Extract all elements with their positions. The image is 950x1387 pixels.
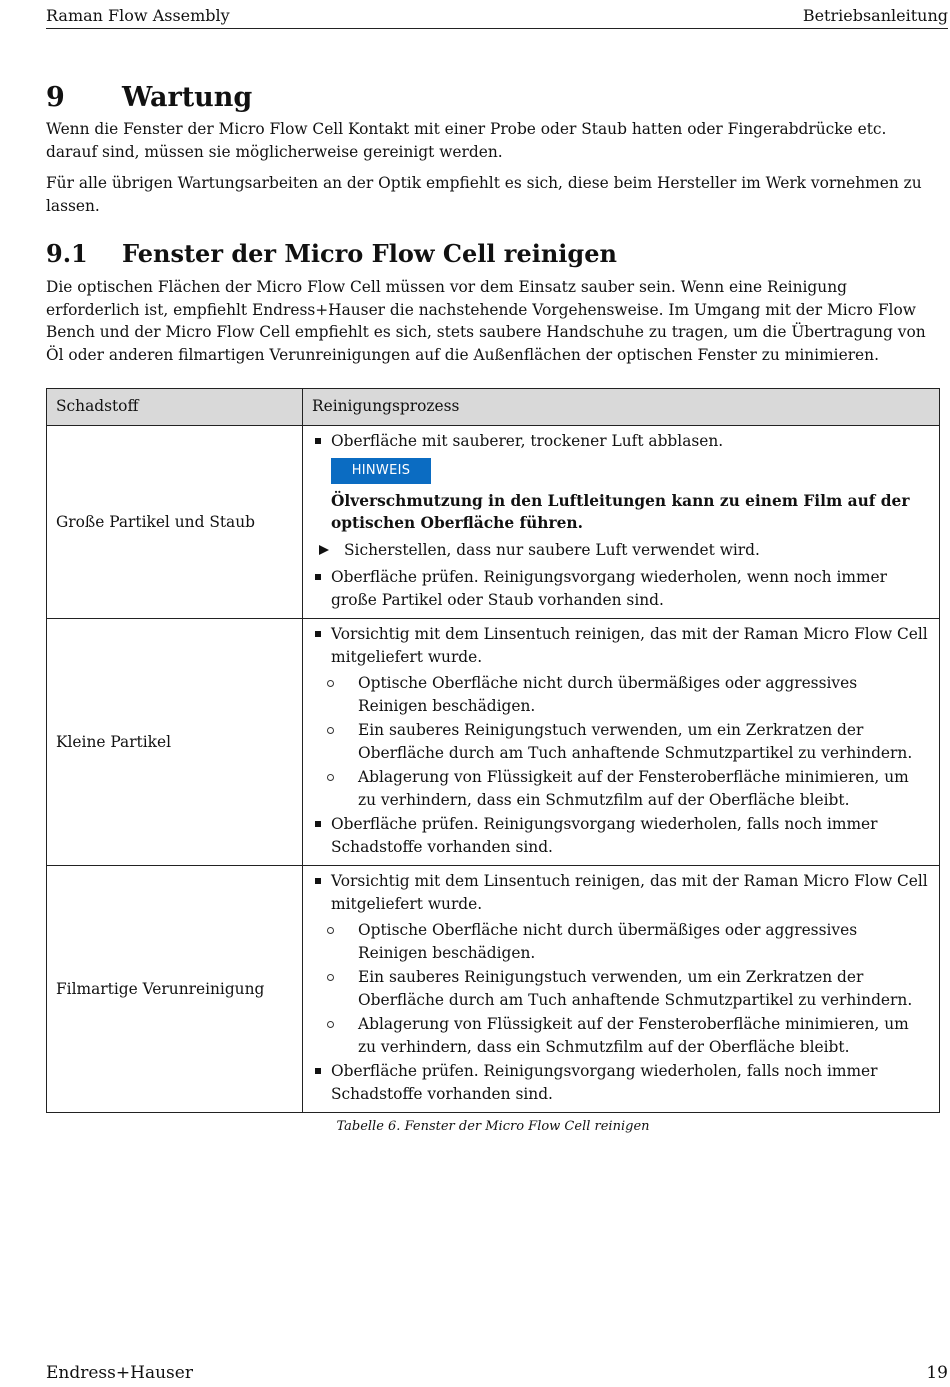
section-number: 9 [46, 82, 65, 113]
page-number: 19 [926, 1363, 948, 1383]
subsection-title: Fenster der Micro Flow Cell reinigen [122, 239, 617, 268]
bullet-item: Vorsichtig mit dem Linsentuch reinigen, das mit der Raman Micro Flow Cell mitgeliefert wurde. [313, 623, 929, 668]
cleaning-table [46, 388, 940, 1113]
page-header [46, 6, 948, 29]
header-contaminant: Schadstoff [47, 389, 303, 426]
table-caption: Tabelle 6. Fenster der Micro Flow Cell reinigen [336, 1119, 650, 1134]
section-heading [46, 82, 940, 118]
subsection-number: 9.1 [46, 239, 88, 268]
notice-action: Sicherstellen, dass nur saubere Luft verwendet wird. [313, 539, 929, 562]
contaminant-cell: Kleine Partikel [47, 619, 303, 866]
header-title: Raman Flow Assembly [46, 6, 230, 25]
section-title: Wartung [122, 82, 253, 113]
contaminant-cell: Große Partikel und Staub [47, 426, 303, 619]
notice-badge: HINWEIS [331, 458, 431, 484]
bullet-item: Oberfläche prüfen. Reinigungsvorgang wiederholen, wenn noch immer große Partikel oder Staub vorhanden sind. [313, 566, 929, 611]
process-cell [303, 426, 940, 619]
sub-bullet-item: Ein sauberes Reinigungstuch verwenden, um ein Zerkratzen der Oberfläche durch am Tuch anhaftende Schmutzpartikel zu verhindern. [313, 966, 929, 1011]
table-row [47, 866, 940, 1113]
section-paragraph-1: Wenn die Fenster der Micro Flow Cell Kontakt mit einer Probe oder Staub hatten oder Fingerabdrücke etc. darauf sind, müssen sie möglicherweise gereinigt werden. [46, 120, 887, 161]
table-row [47, 426, 940, 619]
sub-bullet-item: Optische Oberfläche nicht durch übermäßiges oder aggressives Reinigen beschädigen. [313, 672, 929, 717]
bullet-item: Oberfläche prüfen. Reinigungsvorgang wiederholen, falls noch immer Schadstoffe vorhanden sind. [313, 813, 929, 858]
process-cell [303, 619, 940, 866]
sub-bullet-item: Ein sauberes Reinigungstuch verwenden, um ein Zerkratzen der Oberfläche durch am Tuch anhaftende Schmutzpartikel zu verhindern. [313, 719, 929, 764]
bullet-item: Oberfläche mit sauberer, trockener Luft abblasen. [313, 430, 929, 453]
process-cell [303, 866, 940, 1113]
header-doc-type: Betriebsanleitung [802, 6, 948, 25]
sub-bullet-item: Ablagerung von Flüssigkeit auf der Fensteroberfläche minimieren, um zu verhindern, dass ein Schmutzfilm auf der Oberfläche bleibt. [313, 766, 929, 811]
bullet-item: Oberfläche prüfen. Reinigungsvorgang wiederholen, falls noch immer Schadstoffe vorhanden sind. [313, 1060, 929, 1105]
section-paragraph-2: Für alle übrigen Wartungsarbeiten an der Optik empfiehlt es sich, diese beim Hersteller im Werk vornehmen zu lassen. [46, 174, 922, 215]
sub-bullet-item: Optische Oberfläche nicht durch übermäßiges oder aggressives Reinigen beschädigen. [313, 919, 929, 964]
notice-text: Ölverschmutzung in den Luftleitungen kann zu einem Film auf der optischen Oberfläche führen. [331, 491, 910, 532]
page-content [46, 82, 940, 1134]
sub-bullet-item: Ablagerung von Flüssigkeit auf der Fensteroberfläche minimieren, um zu verhindern, dass ein Schmutzfilm auf der Oberfläche bleibt. [313, 1013, 929, 1058]
subsection-paragraph: Die optischen Flächen der Micro Flow Cell müssen vor dem Einsatz sauber sein. Wenn eine Reinigung erforderlich ist, empfiehlt Endress+Hauser die nachstehende Vorgehensweise. Im Umgang mit der Micro Flow Bench und der Micro Flow Cell empfiehlt es sich, stets saubere Handschuhe zu tragen, um die Übertragung von Öl oder anderen filmartigen Verunreinigungen auf die Außenflächen der optischen Fenster zu minimieren. [46, 278, 926, 364]
bullet-item: Vorsichtig mit dem Linsentuch reinigen, das mit der Raman Micro Flow Cell mitgeliefert wurde. [313, 870, 929, 915]
table-row [47, 619, 940, 866]
footer-company: Endress+Hauser [46, 1363, 193, 1383]
header-process: Reinigungsprozess [303, 389, 940, 426]
table-header-row [47, 389, 940, 426]
subsection-heading [46, 239, 940, 268]
contaminant-cell: Filmartige Verunreinigung [47, 866, 303, 1113]
